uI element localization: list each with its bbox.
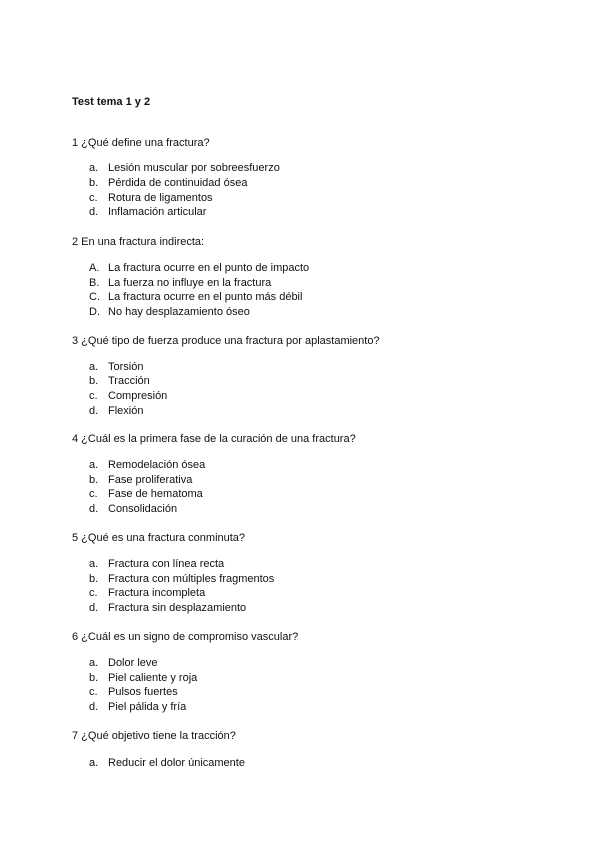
- question-6: 6 ¿Cuál es un signo de compromiso vascular?: [72, 631, 299, 643]
- option-text: La fractura ocurre en el punto de impacto: [108, 262, 310, 274]
- option-text: Reducir el dolor únicamente: [108, 757, 245, 769]
- option-text: Flexión: [108, 405, 144, 417]
- option-text: Fase proliferativa: [108, 474, 193, 486]
- option-letter: a.: [89, 361, 99, 373]
- option-letter: a.: [89, 558, 99, 570]
- question-5: 5 ¿Qué es una fractura conminuta?: [72, 532, 246, 544]
- document-title: Test tema 1 y 2: [72, 96, 151, 108]
- option-text: Pérdida de continuidad ósea: [108, 177, 248, 189]
- option-text: Lesión muscular por sobreesfuerzo: [108, 162, 280, 174]
- option-text: Rotura de ligamentos: [108, 192, 213, 204]
- option-letter: c.: [89, 488, 98, 500]
- question-1: 1 ¿Qué define una fractura?: [72, 137, 210, 149]
- option-letter: a.: [89, 162, 99, 174]
- option-letter: d.: [89, 206, 99, 218]
- option-letter: B.: [89, 277, 100, 289]
- option-letter: d.: [89, 405, 99, 417]
- option-text: Dolor leve: [108, 657, 158, 669]
- option-letter: d.: [89, 602, 99, 614]
- question-3: 3 ¿Qué tipo de fuerza produce una fractura por aplastamiento?: [72, 335, 380, 347]
- option-letter: c.: [89, 686, 98, 698]
- option-text: La fuerza no influye en la fractura: [108, 277, 272, 289]
- option-text: Compresión: [108, 390, 168, 402]
- option-letter: a.: [89, 757, 99, 769]
- option-letter: b.: [89, 573, 99, 585]
- option-text: Piel pálida y fría: [108, 701, 187, 713]
- option-letter: b.: [89, 474, 99, 486]
- option-letter: D.: [89, 306, 100, 318]
- option-letter: a.: [89, 459, 99, 471]
- option-letter: a.: [89, 657, 99, 669]
- option-letter: A.: [89, 262, 100, 274]
- option-letter: d.: [89, 503, 99, 515]
- option-text: Piel caliente y roja: [108, 672, 198, 684]
- option-text: Fractura con línea recta: [108, 558, 225, 570]
- option-text: Pulsos fuertes: [108, 686, 178, 698]
- option-text: Fractura sin desplazamiento: [108, 602, 247, 614]
- option-text: Consolidación: [108, 503, 178, 515]
- option-letter: b.: [89, 672, 99, 684]
- question-2: 2 En una fractura indirecta:: [72, 236, 205, 248]
- option-letter: c.: [89, 390, 98, 402]
- option-text: Torsión: [108, 361, 144, 373]
- option-letter: C.: [89, 291, 100, 303]
- option-text: Remodelación ósea: [108, 459, 206, 471]
- option-text: No hay desplazamiento óseo: [108, 306, 250, 318]
- option-letter: c.: [89, 587, 98, 599]
- option-letter: b.: [89, 375, 99, 387]
- option-text: La fractura ocurre en el punto más débil: [108, 291, 303, 303]
- option-text: Fractura con múltiples fragmentos: [108, 573, 275, 585]
- question-7: 7 ¿Qué objetivo tiene la tracción?: [72, 730, 236, 742]
- option-text: Fase de hematoma: [108, 488, 203, 500]
- question-4: 4 ¿Cuál es la primera fase de la curación de una fractura?: [72, 433, 356, 445]
- option-letter: d.: [89, 701, 99, 713]
- option-letter: c.: [89, 192, 98, 204]
- option-text: Tracción: [108, 375, 150, 387]
- option-letter: b.: [89, 177, 99, 189]
- option-text: Inflamación articular: [108, 206, 207, 218]
- option-text: Fractura incompleta: [108, 587, 206, 599]
